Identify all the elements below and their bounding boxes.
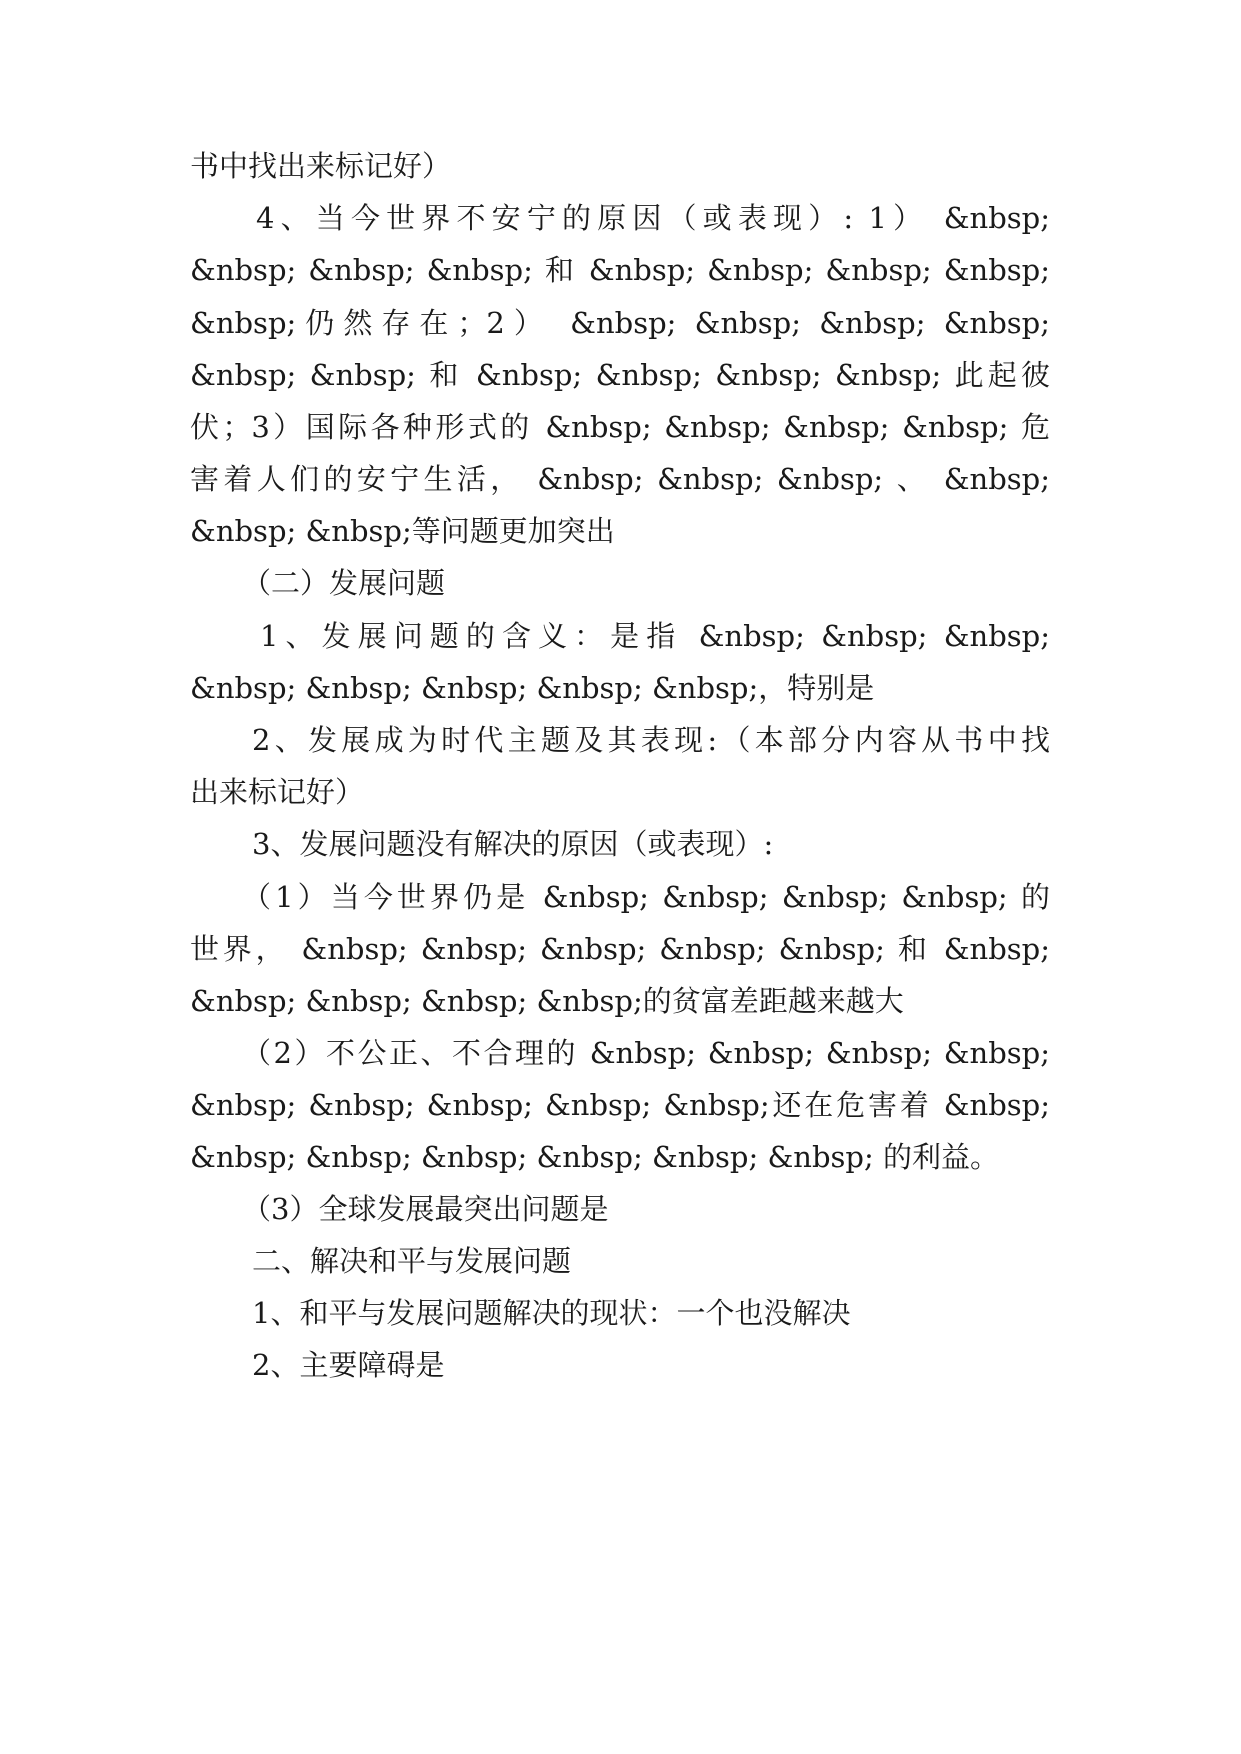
text-line: 3、发展问题没有解决的原因（或表现）: bbox=[252, 827, 774, 861]
text-line: 书中找出来标记好） bbox=[190, 149, 452, 183]
text-line: 伏；3）国际各种形式的 &nbsp; &nbsp; &nbsp; &nbsp; 危 bbox=[190, 410, 1050, 444]
text-line: 二、解决和平与发展问题 bbox=[252, 1244, 572, 1278]
text-line: &nbsp; &nbsp; &nbsp; 和 &nbsp; &nbsp; &nbsp; &nbsp; bbox=[190, 253, 1050, 287]
text-line: 世界， &nbsp; &nbsp; &nbsp; &nbsp; &nbsp; 和 &nbsp; bbox=[190, 932, 1050, 966]
text-line: &nbsp; &nbsp; &nbsp; &nbsp; &nbsp;，特别是 bbox=[190, 671, 875, 705]
text-line: （2）不公正、不合理的 &nbsp; &nbsp; &nbsp; &nbsp; bbox=[242, 1036, 1050, 1070]
text-line: 害着人们的安宁生活， &nbsp; &nbsp; &nbsp; 、 &nbsp; bbox=[190, 462, 1050, 496]
text-line: &nbsp; &nbsp; &nbsp; &nbsp;的贫富差距越来越大 bbox=[190, 984, 904, 1018]
text-line: （3）全球发展最突出问题是 bbox=[242, 1192, 609, 1226]
text-line: &nbsp; &nbsp; &nbsp; &nbsp; &nbsp; &nbsp; 的利益。 bbox=[190, 1140, 999, 1174]
text-line: &nbsp; &nbsp; &nbsp; &nbsp; &nbsp;还在危害着 &nbsp; bbox=[190, 1088, 1050, 1122]
text-line: （1）当今世界仍是 &nbsp; &nbsp; &nbsp; &nbsp; 的 bbox=[242, 880, 1050, 914]
text-line: 1、和平与发展问题解决的现状：一个也没解决 bbox=[252, 1296, 851, 1330]
text-line: 1、发展问题的含义：是指 &nbsp; &nbsp; &nbsp; bbox=[260, 619, 1050, 653]
text-line: 2、发展成为时代主题及其表现:（本部分内容从书中找 bbox=[252, 723, 1050, 757]
text-line: （二）发展问题 bbox=[242, 566, 446, 600]
text-line: 4、当今世界不安宁的原因（或表现）: 1） &nbsp; bbox=[256, 201, 1050, 235]
text-line: &nbsp;仍然存在；2） &nbsp; &nbsp; &nbsp; &nbsp; bbox=[190, 306, 1050, 340]
text-line: 2、主要障碍是 bbox=[252, 1348, 445, 1382]
text-line: &nbsp; &nbsp; 和 &nbsp; &nbsp; &nbsp; &nbsp; 此起彼 bbox=[190, 358, 1050, 392]
text-line: &nbsp; &nbsp;等问题更加突出 bbox=[190, 514, 615, 548]
text-line: 出来标记好） bbox=[190, 775, 365, 809]
